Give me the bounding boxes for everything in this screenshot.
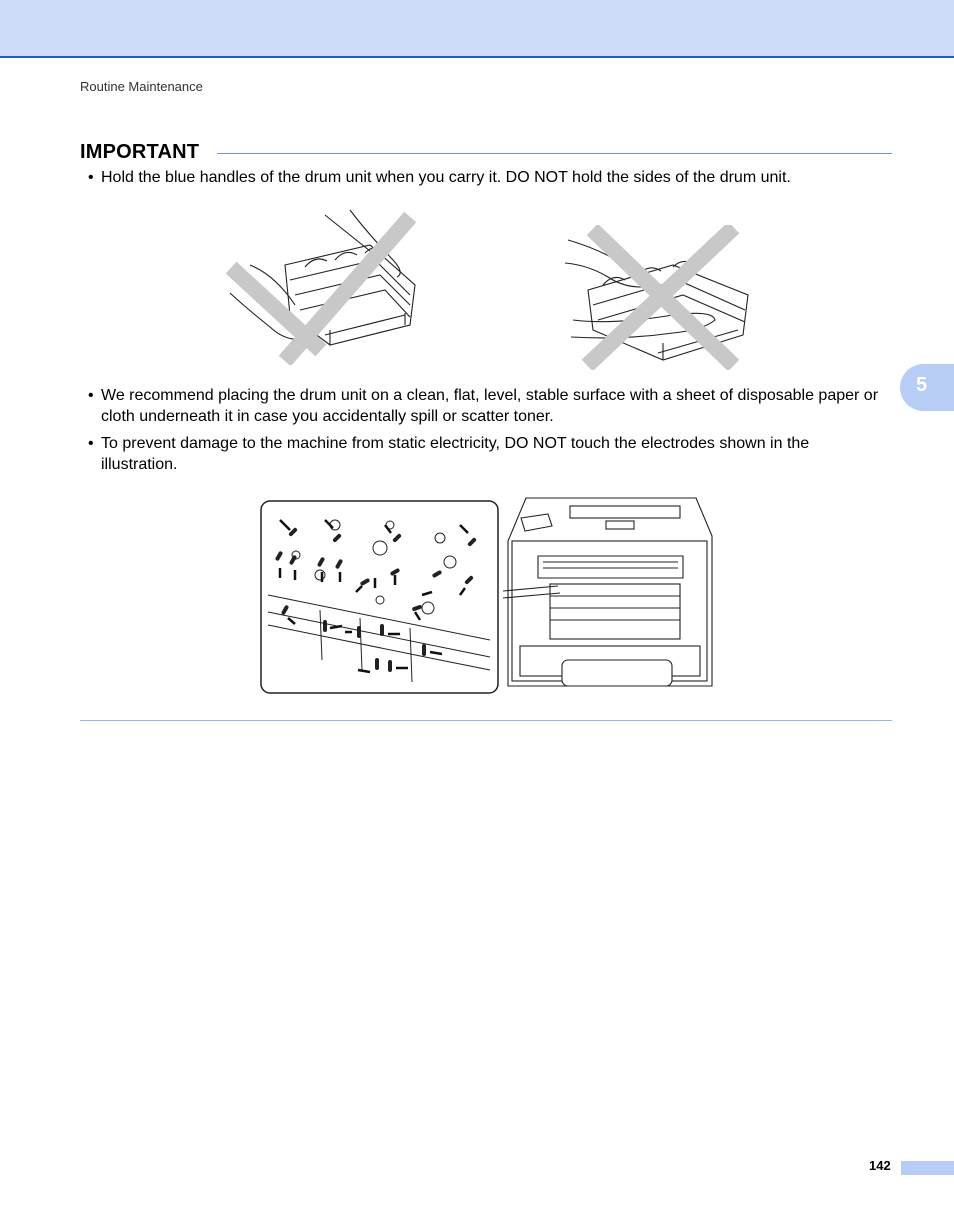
important-heading: IMPORTANT: [80, 141, 200, 163]
bullet-placing-surface: We recommend placing the drum unit on a clean, flat, level, stable surface with a sheet of disposable paper or cloth underneath it in case you accidentally spill or scatter toner.: [101, 387, 879, 425]
bullet-marker: •: [88, 387, 94, 404]
top-header-band: [0, 0, 954, 58]
bullet-static-electricity: To prevent damage to the machine from static electricity, DO NOT touch the electrodes shown in the illustration.: [101, 435, 810, 473]
bullet-carry-handles: Hold the blue handles of the drum unit when you carry it. DO NOT hold the sides of the drum unit.: [101, 169, 791, 186]
chapter-number: 5: [916, 374, 928, 396]
heading-rule: [217, 153, 892, 154]
bullet-marker: •: [88, 435, 94, 452]
drum-unit-wrong-hold-illustration-2: [563, 225, 758, 370]
page-number: 142: [869, 1158, 891, 1173]
bullet-marker: •: [88, 169, 94, 186]
drum-unit-wrong-hold-illustration-1: [215, 205, 420, 365]
running-head: Routine Maintenance: [80, 79, 203, 94]
printer-front-open-illustration: [498, 496, 716, 690]
page-number-tab: [901, 1161, 954, 1175]
electrodes-closeup-illustration: [260, 500, 500, 696]
section-end-rule: [80, 720, 892, 721]
